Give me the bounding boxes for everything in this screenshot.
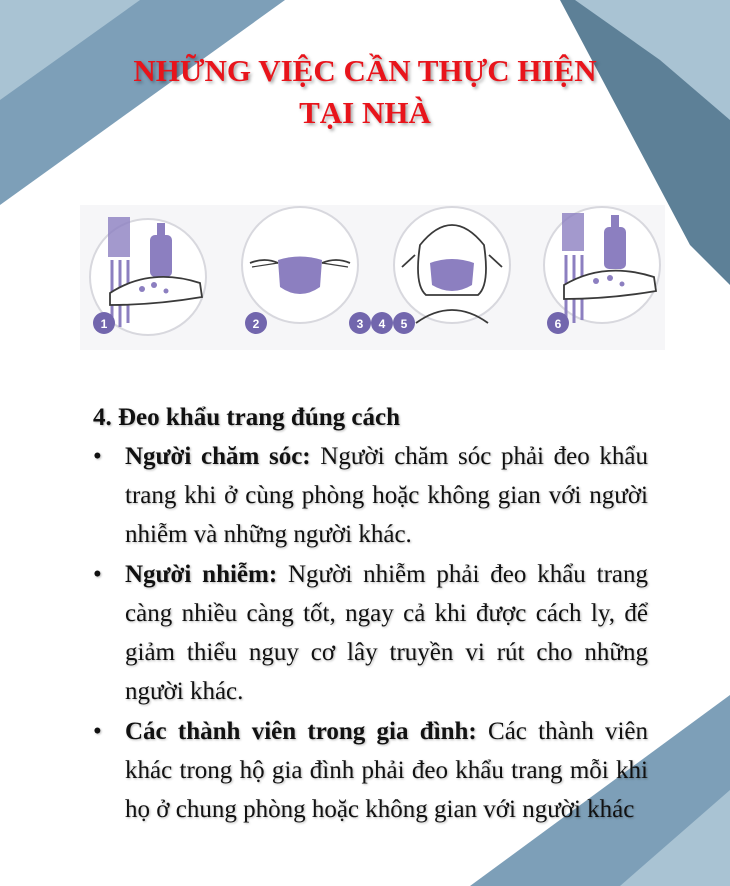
section-heading: 4. Đeo khẩu trang đúng cách	[93, 404, 400, 431]
step-badge-3	[349, 312, 371, 334]
step-badge-4-label: 4	[378, 317, 386, 331]
item-text: Người chăm sóc phải đeo khẩu trang khi ở cùng phòng hoặc không gian với người nhiễm và những người khác.	[125, 443, 648, 548]
guidance-list	[93, 437, 648, 829]
bullet-icon: •	[93, 561, 102, 588]
bullet-icon: •	[93, 443, 102, 470]
list-item-family	[93, 712, 648, 829]
item-lead: Người chăm sóc:	[125, 443, 311, 470]
title-line-2: TẠI NHÀ	[299, 95, 431, 130]
list-item-infected	[93, 555, 648, 711]
item-text: Người nhiễm phải đeo khẩu trang càng nhiều càng tốt, ngay cả khi được cách ly, để giảm thiểu nguy cơ lây truyền vi rút cho những người khác.	[125, 561, 648, 705]
step-badge-1	[93, 312, 115, 334]
step-badge-3-label: 3	[356, 317, 364, 331]
step-badge-6	[547, 312, 569, 334]
steps-svg	[80, 205, 665, 350]
step-badge-6-label: 6	[554, 317, 562, 331]
item-text: Các thành viên khác trong hộ gia đình phải đeo khẩu trang mỗi khi họ ở chung phòng hoặc không gian với người khác	[125, 718, 649, 823]
mask-steps-illustration	[80, 205, 665, 350]
bullet-icon: •	[93, 718, 102, 745]
mask-guidance-section	[93, 398, 648, 830]
step-badge-2-label: 2	[252, 317, 260, 331]
step-badge-2	[245, 312, 267, 334]
step-badge-5	[393, 312, 415, 334]
mask-hold-icon	[242, 207, 358, 323]
list-item-caregiver	[93, 437, 648, 554]
hand-wash-icon	[544, 207, 660, 323]
step-badge-5-label: 5	[400, 317, 408, 331]
page-title	[0, 50, 730, 134]
item-lead: Các thành viên trong gia đình:	[125, 718, 477, 745]
item-lead: Người nhiễm:	[125, 561, 278, 588]
title-line-1: NHỮNG VIỆC CẦN THỰC HIỆN	[133, 53, 597, 88]
step-badge-4	[371, 312, 393, 334]
step-badge-1-label: 1	[100, 317, 108, 331]
face-mask-icon	[394, 207, 510, 323]
